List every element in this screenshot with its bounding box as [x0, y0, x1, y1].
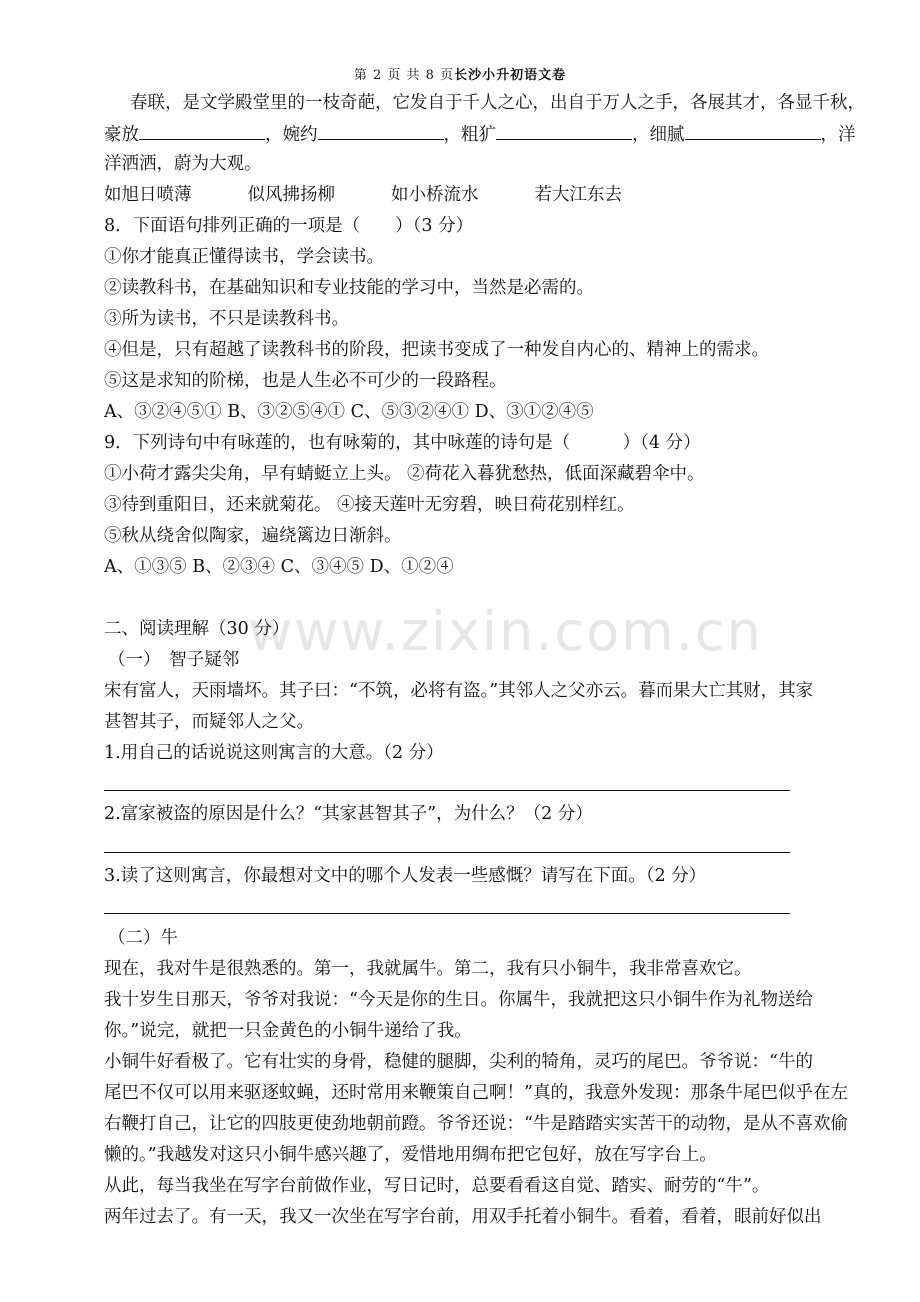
story-para-4: 从此，每当我坐在写字台前做作业，写日记时，总要看看这自觉、踏实、耐劳的“牛”。 [104, 1176, 770, 1196]
part1-title: （一） 智子疑邻 [108, 650, 240, 670]
q8-sentence-2: ②读教科书，在基础知识和专业技能的学习中，当然是必需的。 [104, 278, 594, 298]
answer-line-3[interactable] [104, 913, 790, 914]
part1-text-line2: 甚智其子，而疑邻人之父。 [104, 712, 314, 732]
story-para-2-line1: 我十岁生日那天，爷爷对我说：“今天是你的生日。你属牛，我就把这只小铜牛作为礼物送给 [104, 990, 813, 1010]
q7-options: 如旭日喷薄 似风拂扬柳 如小桥流水 若大江东去 [104, 185, 622, 205]
q9-line-2: ③待到重阳日，还来就菊花。 ④接天莲叶无穷碧，映日荷花别样红。 [104, 495, 635, 515]
q7-line3: 洋洒洒，蔚为大观。 [104, 154, 262, 174]
q8-sentence-4: ④但是，只有超越了读教科书的阶段，把读书变成了一种发自内心的、精神上的需求。 [104, 340, 769, 360]
page-number: 第 2 页 共 8 页 [353, 68, 455, 83]
q7-line1: 春联，是文学殿堂里的一枝奇葩，它发自于千人之心，出自于万人之手，各展其才，各显千秋， [130, 93, 865, 113]
watermark: www.zixin.com.cn [248, 600, 763, 663]
story-para-1: 现在，我对牛是很熟悉的。第一，我就属牛。第二，我有只小铜牛，我非常喜欢它。 [104, 959, 752, 979]
q9-line-1: ①小荷才露尖尖角，早有蜻蜓立上头。 ②荷花入暮犹愁热，低面深藏碧伞中。 [104, 464, 705, 484]
q8-sentence-1: ①你才能真正懂得读书，学会读书。 [104, 247, 384, 267]
q8-sentence-3: ③所为读书，不只是读教科书。 [104, 309, 349, 329]
q9-choices: A、①③⑤ B、②③④ C、③④⑤ D、①②④ [104, 557, 454, 577]
story-para-2-line2: 你。”说完，就把一只金黄色的小铜牛递给了我。 [104, 1021, 472, 1041]
answer-line-2[interactable] [104, 852, 790, 853]
part2-title: （二）牛 [108, 928, 178, 948]
q8-choices: A、③②④⑤① B、③②⑤④① C、⑤③②④① D、③①②④⑤ [104, 402, 594, 422]
story-para-3-line2: 尾巴不仅可以用来驱逐蚊蝇，还时常用来鞭策自己啊！”真的，我意外发现：那条牛尾巴似乎在左 [104, 1083, 848, 1103]
story-para-3-line1: 小铜牛好看极了。它有壮实的身骨，稳健的腿脚，尖利的犄角，灵巧的尾巴。爷爷说：“牛的 [104, 1052, 813, 1072]
part1-question-3: 3.读了这则寓言，你最想对文中的哪个人发表一些感慨？请写在下面。（2 分） [104, 866, 707, 886]
page-header [0, 64, 920, 83]
q8-stem: 8．下面语句排列正确的一项是（ ）（3 分） [104, 216, 474, 236]
part1-text-line1: 宋有富人，天雨墙坏。其子曰：“不筑，必将有盗。”其邻人之父亦云。暮而果大亡其财，其家 [104, 681, 814, 701]
q9-line-3: ⑤秋从绕舍似陶家，遍绕篱边日渐斜。 [104, 526, 402, 546]
story-para-3-line4: 懒的。”我越发对这只小铜牛感兴趣了，爱惜地用绸布把它包好，放在写字台上。 [104, 1145, 717, 1165]
part1-question-1: 1.用自己的话说说这则寓言的大意。（2 分） [104, 743, 444, 763]
part1-question-2: 2.富家被盗的原因是什么？“其家甚智其子”，为什么？（2 分） [104, 804, 593, 824]
q8-sentence-5: ⑤这是求知的阶梯，也是人生必不可少的一段路程。 [104, 371, 507, 391]
story-para-5: 两年过去了。有一天，我又一次坐在写字台前，用双手托着小铜牛。看着，看着，眼前好似出 [104, 1207, 822, 1227]
q9-stem: 9．下列诗句中有咏莲的，也有咏菊的，其中咏莲的诗句是（ ）（4 分） [104, 433, 701, 453]
q7-line2: 豪放 ，婉约 ，粗犷 ，细腻 ，洋 [104, 121, 856, 147]
exam-title: 长沙小升初语文卷 [454, 68, 567, 83]
story-para-3-line3: 右鞭打自己，让它的四肢更使劲地朝前蹬。爷爷还说：“牛是踏踏实实苦干的动物，是从不喜欢偷 [104, 1114, 848, 1134]
answer-line-1[interactable] [104, 790, 790, 791]
section2-title: 二、阅读理解（30 分） [104, 619, 290, 639]
